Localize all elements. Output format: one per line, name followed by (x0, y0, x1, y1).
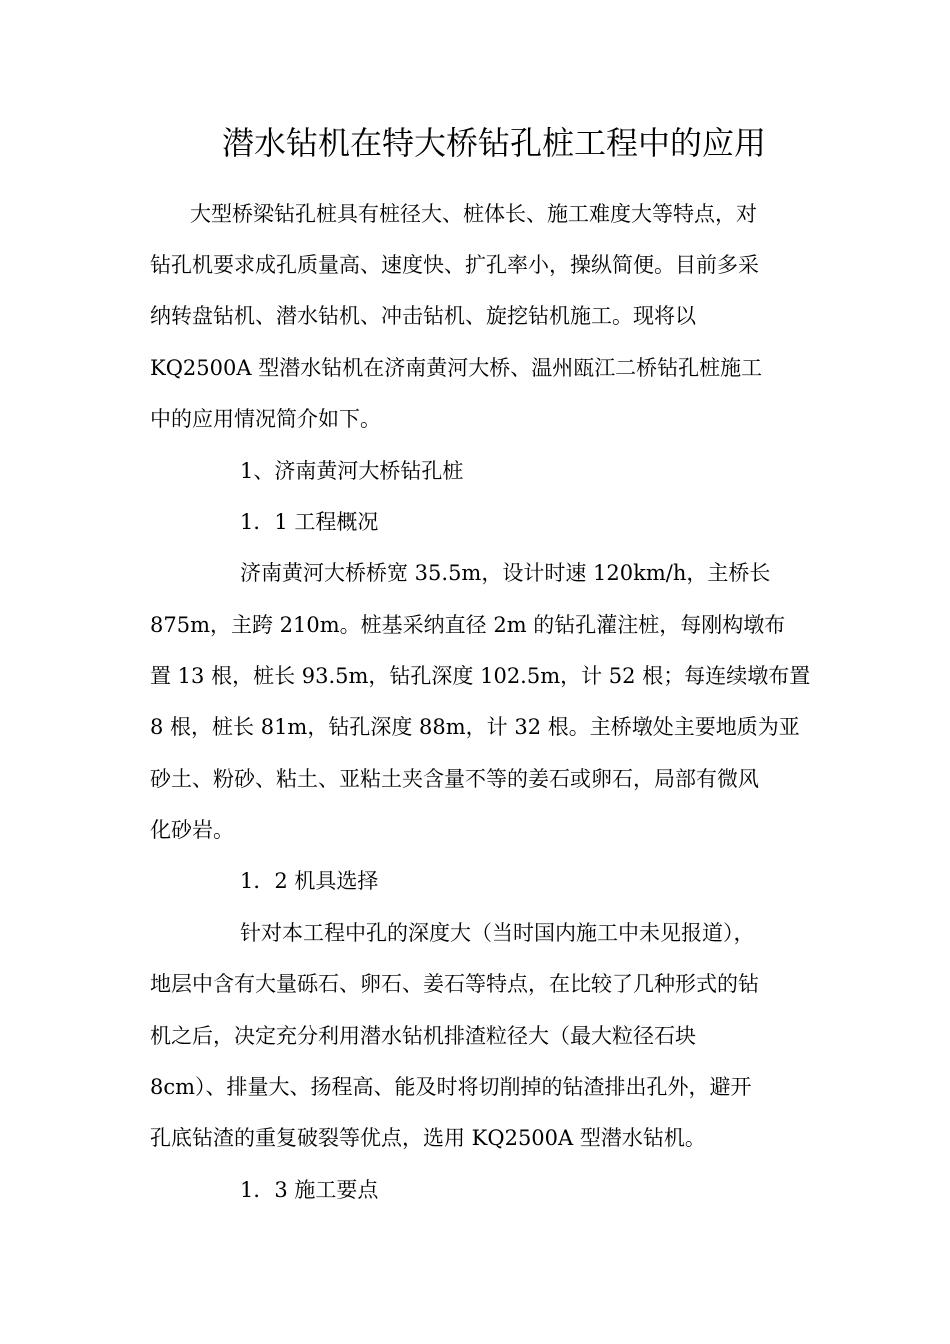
paragraph-line: 置 13 根，桩长 93.5m，钻孔深度 102.5m，计 52 根；每连续墩布置 (150, 664, 811, 688)
paragraph-line: 针对本工程中孔的深度大（当时国内施工中未见报道）， (240, 921, 755, 945)
paragraph-line: KQ2500A 型潜水钻机在济南黄河大桥、温州瓯江二桥钻孔桩施工 (150, 356, 763, 380)
paragraph-line: 纳转盘钻机、潜水钻机、冲击钻机、旋挖钻机施工。现将以 (150, 304, 696, 328)
paragraph-line: 砂土、粉砂、粘土、亚粘土夹含量不等的姜石或卵石，局部有微风 (150, 767, 759, 791)
section-heading: 1、济南黄河大桥钻孔桩 (240, 459, 464, 483)
paragraph-line: 化砂岩。 (150, 818, 234, 842)
subsection-heading: 1．2 机具选择 (240, 869, 379, 893)
document-title: 潜水钻机在特大桥钻孔桩工程中的应用 (222, 124, 767, 162)
paragraph-line: 8cm）、排量大、扬程高、能及时将切削掉的钻渣排出孔外，避开 (150, 1075, 752, 1099)
paragraph-line: 钻孔机要求成孔质量高、速度快、扩孔率小，操纵简便。目前多采 (150, 253, 759, 277)
paragraph-line: 8 根，桩长 81m，钻孔深度 88m，计 32 根。主桥墩处主要地质为亚 (150, 715, 800, 739)
paragraph-line: 大型桥梁钻孔桩具有桩径大、桩体长、施工难度大等特点，对 (190, 202, 757, 226)
paragraph-line: 孔底钻渣的重复破裂等优点，选用 KQ2500A 型潜水钻机。 (150, 1126, 706, 1150)
paragraph-line: 地层中含有大量砾石、卵石、姜石等特点，在比较了几种形式的钻 (150, 972, 759, 996)
paragraph-line: 机之后，决定充分利用潜水钻机排渣粒径大（最大粒径石块 (150, 1024, 696, 1048)
subsection-heading: 1．1 工程概况 (240, 510, 379, 534)
subsection-heading: 1．3 施工要点 (240, 1178, 379, 1202)
paragraph-line: 济南黄河大桥桥宽 35.5m，设计时速 120km/h，主桥长 (240, 561, 771, 585)
paragraph-line: 875m，主跨 210m。桩基采纳直径 2m 的钻孔灌注桩，每刚构墩布 (150, 613, 786, 637)
paragraph-line: 中的应用情况简介如下。 (150, 407, 381, 431)
